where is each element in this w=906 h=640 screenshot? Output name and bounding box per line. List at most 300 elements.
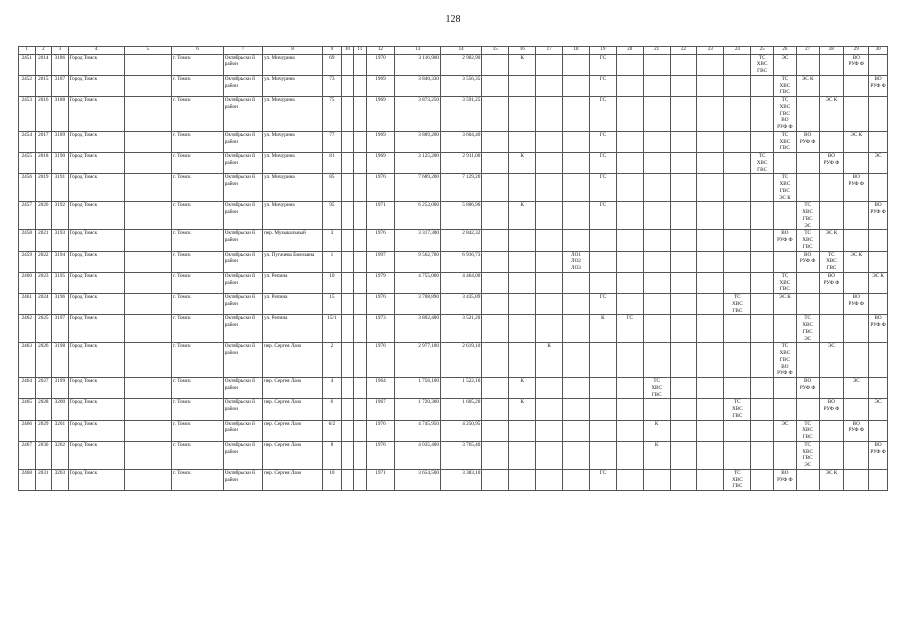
- cell-col-23: [697, 75, 724, 96]
- cell-col-25: [751, 272, 774, 293]
- cell-col-1: 2455: [19, 153, 36, 174]
- cell-col-7: Октябрьски й район: [223, 315, 262, 343]
- cell-col-7: Октябрьски й район: [223, 420, 262, 441]
- cell-col-18: [563, 420, 590, 441]
- table-row: [19, 230, 888, 251]
- cell-col-10: [341, 202, 353, 230]
- cell-col-14: 7 129,20: [440, 174, 481, 202]
- cell-col-26: ТС ХВС ГВС: [774, 131, 797, 152]
- cell-col-1: 2460: [19, 272, 36, 293]
- cell-col-26: [774, 378, 797, 399]
- cell-col-8: пер. Сергея Лазо: [263, 343, 323, 378]
- cell-col-27: ТС ХВС ГВС ЭС: [796, 202, 819, 230]
- cell-col-14: 6 916,73: [440, 251, 481, 272]
- cell-col-13: 7 689,200: [395, 174, 441, 202]
- cell-col-28: [819, 75, 844, 96]
- cell-col-20: [616, 441, 643, 469]
- cell-col-26: ЭС К: [774, 294, 797, 315]
- cell-col-25: [751, 202, 774, 230]
- table-row: [19, 315, 888, 343]
- cell-col-23: [697, 343, 724, 378]
- cell-col-24: [724, 251, 751, 272]
- cell-col-5: [124, 294, 172, 315]
- cell-col-11: [354, 469, 366, 490]
- cell-col-20: [616, 399, 643, 420]
- cell-col-8: ул. Мичурина: [263, 153, 323, 174]
- cell-col-14: 4 250,95: [440, 420, 481, 441]
- cell-col-16: [509, 75, 536, 96]
- table-header: [19, 47, 888, 55]
- cell-col-17: [536, 441, 563, 469]
- cell-col-10: [341, 153, 353, 174]
- table-row: [19, 97, 888, 132]
- table-row: [19, 202, 888, 230]
- cell-col-7: Октябрьски й район: [223, 153, 262, 174]
- cell-col-9: 10: [323, 469, 342, 490]
- cell-col-16: [509, 294, 536, 315]
- cell-col-2: 2025: [35, 315, 52, 343]
- cell-col-15: [482, 441, 509, 469]
- cell-col-25: ТС ХВС ГВС: [751, 153, 774, 174]
- cell-col-26: ЭС: [774, 54, 797, 75]
- cell-col-5: [124, 251, 172, 272]
- cell-col-16: К: [509, 399, 536, 420]
- cell-col-30: [869, 378, 888, 399]
- cell-col-6: г. Томск: [172, 251, 224, 272]
- cell-col-15: [482, 174, 509, 202]
- cell-col-18: [563, 441, 590, 469]
- cell-col-3: 3201: [52, 420, 69, 441]
- cell-col-13: 3 116,900: [395, 54, 441, 75]
- cell-col-16: [509, 343, 536, 378]
- cell-col-7: Октябрьски й район: [223, 202, 262, 230]
- cell-col-2: 2016: [35, 97, 52, 132]
- cell-col-13: 2 977,100: [395, 343, 441, 378]
- cell-col-4: Город Томск: [68, 469, 124, 490]
- cell-col-18: [563, 75, 590, 96]
- cell-col-12: 1964: [366, 378, 395, 399]
- cell-col-19: ГС: [589, 202, 616, 230]
- cell-col-1: 2462: [19, 315, 36, 343]
- cell-col-2: 2029: [35, 420, 52, 441]
- cell-col-16: К: [509, 378, 536, 399]
- cell-col-2: 2017: [35, 131, 52, 152]
- cell-col-9: 8: [323, 441, 342, 469]
- cell-col-28: ЭС: [819, 343, 844, 378]
- cell-col-18: [563, 202, 590, 230]
- cell-col-3: 3196: [52, 294, 69, 315]
- column-header-3: 3: [52, 47, 69, 55]
- cell-col-18: [563, 399, 590, 420]
- cell-col-23: [697, 315, 724, 343]
- cell-col-17: [536, 420, 563, 441]
- cell-col-28: [819, 54, 844, 75]
- cell-col-14: 4 464,00: [440, 272, 481, 293]
- cell-col-12: 1969: [366, 131, 395, 152]
- table-row: [19, 469, 888, 490]
- cell-col-4: Город Томск: [68, 131, 124, 152]
- cell-col-20: [616, 469, 643, 490]
- cell-col-4: Город Томск: [68, 272, 124, 293]
- cell-col-2: 2014: [35, 54, 52, 75]
- cell-col-19: ГС: [589, 294, 616, 315]
- cell-col-13: 9 562,700: [395, 251, 441, 272]
- cell-col-12: 1970: [366, 54, 395, 75]
- cell-col-21: [643, 174, 670, 202]
- cell-col-20: [616, 230, 643, 251]
- cell-col-11: [354, 75, 366, 96]
- cell-col-6: г. Томск: [172, 272, 224, 293]
- cell-col-22: [670, 174, 697, 202]
- column-header-4: 4: [68, 47, 124, 55]
- cell-col-16: К: [509, 202, 536, 230]
- cell-col-24: ТС ХВС ГВС: [724, 469, 751, 490]
- cell-col-30: [869, 420, 888, 441]
- cell-col-12: 1971: [366, 469, 395, 490]
- cell-col-21: [643, 294, 670, 315]
- cell-col-13: 1 756,100: [395, 378, 441, 399]
- cell-col-23: [697, 251, 724, 272]
- cell-col-8: ул. Мичурина: [263, 174, 323, 202]
- cell-col-10: [341, 131, 353, 152]
- cell-col-19: ГС: [589, 131, 616, 152]
- cell-col-18: [563, 294, 590, 315]
- cell-col-17: [536, 230, 563, 251]
- cell-col-18: [563, 469, 590, 490]
- cell-col-23: [697, 230, 724, 251]
- cell-col-2: 2026: [35, 343, 52, 378]
- cell-col-26: ТС ХВС ГВС ЭС К: [774, 174, 797, 202]
- column-header-16: 16: [509, 47, 536, 55]
- cell-col-22: [670, 315, 697, 343]
- cell-col-26: [774, 202, 797, 230]
- column-header-5: 5: [124, 47, 172, 55]
- cell-col-8: ул. Репина: [263, 272, 323, 293]
- column-header-28: 28: [819, 47, 844, 55]
- cell-col-3: 3199: [52, 378, 69, 399]
- cell-col-30: [869, 174, 888, 202]
- cell-col-25: [751, 251, 774, 272]
- cell-col-20: [616, 251, 643, 272]
- cell-col-7: Октябрьски й район: [223, 294, 262, 315]
- cell-col-21: [643, 469, 670, 490]
- cell-col-8: пер. Сергея Лазо: [263, 441, 323, 469]
- cell-col-1: 2456: [19, 174, 36, 202]
- cell-col-1: 2468: [19, 469, 36, 490]
- cell-col-4: Город Томск: [68, 153, 124, 174]
- cell-col-23: [697, 202, 724, 230]
- cell-col-20: [616, 174, 643, 202]
- cell-col-13: 3 708,890: [395, 294, 441, 315]
- cell-col-29: [844, 399, 869, 420]
- cell-col-18: [563, 174, 590, 202]
- cell-col-20: [616, 202, 643, 230]
- cell-col-5: [124, 54, 172, 75]
- cell-col-6: г. Томск: [172, 378, 224, 399]
- column-header-22: 22: [670, 47, 697, 55]
- cell-col-1: 2467: [19, 441, 36, 469]
- cell-col-4: Город Томск: [68, 54, 124, 75]
- cell-col-1: 2461: [19, 294, 36, 315]
- cell-col-9: 6/2: [323, 420, 342, 441]
- cell-col-7: Октябрьски й район: [223, 174, 262, 202]
- cell-col-2: 2020: [35, 202, 52, 230]
- cell-col-22: [670, 343, 697, 378]
- table-row: [19, 399, 888, 420]
- cell-col-5: [124, 230, 172, 251]
- column-header-27: 27: [796, 47, 819, 55]
- column-header-13: 13: [395, 47, 441, 55]
- cell-col-3: 3202: [52, 441, 69, 469]
- cell-col-12: 1979: [366, 272, 395, 293]
- cell-col-22: [670, 230, 697, 251]
- cell-col-4: Город Томск: [68, 378, 124, 399]
- cell-col-23: [697, 441, 724, 469]
- cell-col-22: [670, 272, 697, 293]
- cell-col-3: 3187: [52, 75, 69, 96]
- cell-col-20: [616, 153, 643, 174]
- cell-col-16: [509, 315, 536, 343]
- cell-col-29: [844, 202, 869, 230]
- cell-col-11: [354, 272, 366, 293]
- cell-col-14: 3 521,20: [440, 315, 481, 343]
- cell-col-15: [482, 251, 509, 272]
- cell-col-2: 2028: [35, 399, 52, 420]
- cell-col-29: [844, 75, 869, 96]
- cell-col-12: 1997: [366, 251, 395, 272]
- cell-col-15: [482, 75, 509, 96]
- cell-col-24: [724, 131, 751, 152]
- cell-col-3: 3198: [52, 343, 69, 378]
- cell-col-17: [536, 174, 563, 202]
- cell-col-1: 2451: [19, 54, 36, 75]
- cell-col-4: Город Томск: [68, 174, 124, 202]
- cell-col-21: ТС ХВС ГВС: [643, 378, 670, 399]
- cell-col-5: [124, 378, 172, 399]
- cell-col-4: Город Томск: [68, 441, 124, 469]
- cell-col-15: [482, 230, 509, 251]
- cell-col-27: ТС ХВС ГВС ЭС: [796, 315, 819, 343]
- cell-col-11: [354, 54, 366, 75]
- cell-col-24: [724, 420, 751, 441]
- cell-col-11: [354, 378, 366, 399]
- cell-col-9: 10: [323, 272, 342, 293]
- cell-col-7: Октябрьски й район: [223, 441, 262, 469]
- cell-col-22: [670, 399, 697, 420]
- table-row: [19, 441, 888, 469]
- table-row: [19, 54, 888, 75]
- cell-col-9: 6: [323, 399, 342, 420]
- cell-col-16: [509, 251, 536, 272]
- cell-col-3: 3191: [52, 174, 69, 202]
- cell-col-24: [724, 378, 751, 399]
- cell-col-30: [869, 294, 888, 315]
- cell-col-20: [616, 54, 643, 75]
- column-header-12: 12: [366, 47, 395, 55]
- column-header-7: 7: [223, 47, 262, 55]
- cell-col-14: 2 619,10: [440, 343, 481, 378]
- cell-col-19: [589, 399, 616, 420]
- cell-col-10: [341, 315, 353, 343]
- cell-col-17: [536, 202, 563, 230]
- cell-col-18: [563, 272, 590, 293]
- cell-col-30: [869, 469, 888, 490]
- cell-col-13: 3 889,200: [395, 131, 441, 152]
- cell-col-19: [589, 420, 616, 441]
- cell-col-14: 1 522,10: [440, 378, 481, 399]
- cell-col-26: ТС ХВС ГВС: [774, 75, 797, 96]
- cell-col-15: [482, 343, 509, 378]
- cell-col-12: 1969: [366, 153, 395, 174]
- cell-col-15: [482, 153, 509, 174]
- cell-col-24: [724, 174, 751, 202]
- cell-col-8: ул. Пугачева Емельяна: [263, 251, 323, 272]
- cell-col-24: [724, 75, 751, 96]
- cell-col-30: [869, 54, 888, 75]
- cell-col-29: ЭС: [844, 378, 869, 399]
- cell-col-18: [563, 343, 590, 378]
- page-number: 128: [445, 14, 461, 25]
- cell-col-18: [563, 97, 590, 132]
- cell-col-12: 1976: [366, 230, 395, 251]
- cell-col-4: Город Томск: [68, 75, 124, 96]
- cell-col-1: 2457: [19, 202, 36, 230]
- cell-col-25: [751, 441, 774, 469]
- column-header-17: 17: [536, 47, 563, 55]
- cell-col-18: [563, 54, 590, 75]
- cell-col-7: Октябрьски й район: [223, 378, 262, 399]
- cell-col-10: [341, 343, 353, 378]
- cell-col-9: 73: [323, 75, 342, 96]
- cell-col-18: [563, 153, 590, 174]
- cell-col-14: 3 556,35: [440, 75, 481, 96]
- cell-col-16: К: [509, 54, 536, 75]
- cell-col-10: [341, 420, 353, 441]
- cell-col-11: [354, 315, 366, 343]
- cell-col-24: [724, 202, 751, 230]
- cell-col-19: [589, 343, 616, 378]
- cell-col-8: ул. Мичурина: [263, 202, 323, 230]
- cell-col-18: ЛО1 ЛО2 ЛО3: [563, 251, 590, 272]
- cell-col-19: [589, 230, 616, 251]
- cell-col-8: ул. Репина: [263, 294, 323, 315]
- cell-col-25: [751, 420, 774, 441]
- table-row: [19, 378, 888, 399]
- column-header-2: 2: [35, 47, 52, 55]
- cell-col-19: ГС: [589, 97, 616, 132]
- cell-col-4: Город Томск: [68, 230, 124, 251]
- column-header-20: 20: [616, 47, 643, 55]
- cell-col-22: [670, 75, 697, 96]
- cell-col-9: 77: [323, 131, 342, 152]
- cell-col-30: [869, 251, 888, 272]
- cell-col-24: [724, 230, 751, 251]
- column-header-15: 15: [482, 47, 509, 55]
- cell-col-23: [697, 420, 724, 441]
- cell-col-12: 1976: [366, 420, 395, 441]
- cell-col-5: [124, 75, 172, 96]
- column-header-6: 6: [172, 47, 224, 55]
- cell-col-5: [124, 399, 172, 420]
- cell-col-25: [751, 343, 774, 378]
- cell-col-7: Октябрьски й район: [223, 251, 262, 272]
- cell-col-27: [796, 54, 819, 75]
- cell-col-8: пер. Сергея Лазо: [263, 399, 323, 420]
- cell-col-27: [796, 272, 819, 293]
- cell-col-28: [819, 202, 844, 230]
- cell-col-27: ВО РУФ Ф: [796, 251, 819, 272]
- column-header-24: 24: [724, 47, 751, 55]
- cell-col-24: [724, 272, 751, 293]
- cell-col-10: [341, 97, 353, 132]
- cell-col-21: [643, 54, 670, 75]
- cell-col-28: ЭС К: [819, 97, 844, 132]
- cell-col-28: ВО РУФ Ф: [819, 153, 844, 174]
- cell-col-21: [643, 399, 670, 420]
- cell-col-21: [643, 315, 670, 343]
- cell-col-25: [751, 97, 774, 132]
- cell-col-29: [844, 315, 869, 343]
- cell-col-7: Октябрьски й район: [223, 54, 262, 75]
- cell-col-24: [724, 315, 751, 343]
- cell-col-14: 2 911,00: [440, 153, 481, 174]
- cell-col-6: г. Томск: [172, 294, 224, 315]
- cell-col-22: [670, 251, 697, 272]
- cell-col-21: [643, 230, 670, 251]
- cell-col-9: 95: [323, 202, 342, 230]
- cell-col-7: Октябрьски й район: [223, 469, 262, 490]
- cell-col-13: 3 802,400: [395, 315, 441, 343]
- cell-col-18: [563, 315, 590, 343]
- cell-col-1: 2465: [19, 399, 36, 420]
- cell-col-20: ГС: [616, 315, 643, 343]
- cell-col-8: ул. Мичурина: [263, 54, 323, 75]
- cell-col-11: [354, 441, 366, 469]
- cell-col-8: ул. Мичурина: [263, 131, 323, 152]
- cell-col-6: г. Томск: [172, 420, 224, 441]
- cell-col-28: ЭС К: [819, 469, 844, 490]
- cell-col-19: [589, 272, 616, 293]
- cell-col-6: г. Томск: [172, 441, 224, 469]
- cell-col-4: Город Томск: [68, 251, 124, 272]
- cell-col-13: 4 745,950: [395, 420, 441, 441]
- cell-col-16: [509, 97, 536, 132]
- cell-col-13: 3 873,250: [395, 97, 441, 132]
- cell-col-12: 1967: [366, 399, 395, 420]
- cell-col-13: 3 654,500: [395, 469, 441, 490]
- cell-col-27: ЭС К: [796, 75, 819, 96]
- cell-col-6: г. Томск: [172, 469, 224, 490]
- cell-col-3: 3195: [52, 272, 69, 293]
- cell-col-3: 3188: [52, 97, 69, 132]
- cell-col-28: [819, 131, 844, 152]
- cell-col-20: [616, 294, 643, 315]
- cell-col-9: 2: [323, 343, 342, 378]
- cell-col-18: [563, 378, 590, 399]
- cell-col-10: [341, 174, 353, 202]
- cell-col-5: [124, 202, 172, 230]
- cell-col-19: [589, 251, 616, 272]
- cell-col-22: [670, 469, 697, 490]
- cell-col-2: 2022: [35, 251, 52, 272]
- cell-col-15: [482, 131, 509, 152]
- cell-col-2: 2015: [35, 75, 52, 96]
- table-row: [19, 174, 888, 202]
- cell-col-10: [341, 378, 353, 399]
- cell-col-27: [796, 469, 819, 490]
- cell-col-19: [589, 441, 616, 469]
- cell-col-28: ЭС К: [819, 230, 844, 251]
